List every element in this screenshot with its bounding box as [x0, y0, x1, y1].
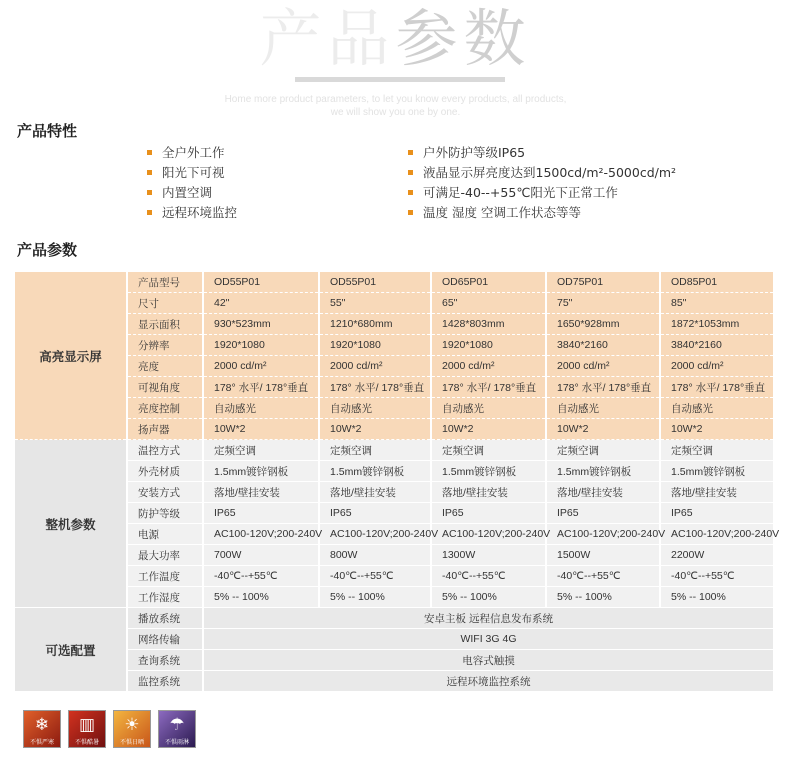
table-row — [15, 566, 774, 587]
row-label: 防护等级 — [127, 503, 203, 524]
bullet-icon — [408, 190, 413, 195]
table-cell: OD75P01 — [546, 272, 660, 293]
table-row — [15, 503, 774, 524]
table-cell: 定频空调 — [431, 440, 546, 461]
table-cell: IP65 — [319, 503, 431, 524]
table-cell: 1.5mm镀锌钢板 — [319, 461, 431, 482]
table-cell: 5% -- 100% — [319, 587, 431, 608]
table-cell: 178° 水平/ 178°垂直 — [319, 377, 431, 398]
row-label: 工作温度 — [127, 566, 203, 587]
table-cell: OD55P01 — [319, 272, 431, 293]
table-cell: AC100-120V;200-240V — [660, 524, 774, 545]
table-cell: 1300W — [431, 545, 546, 566]
rain-icon: ☂ 不惧雨淋 — [158, 710, 196, 748]
table-cell: 1872*1053mm — [660, 314, 774, 335]
hero-title-light: 产品 — [259, 2, 396, 75]
features-left-list — [147, 143, 237, 223]
hero-title-dark: 参数 — [395, 2, 532, 75]
table-cell: 落地/壁挂安装 — [203, 482, 319, 503]
table-row — [15, 629, 774, 650]
row-label: 监控系统 — [127, 671, 203, 692]
table-cell: 75" — [546, 293, 660, 314]
table-cell: 定频空调 — [660, 440, 774, 461]
table-cell: 1210*680mm — [319, 314, 431, 335]
table-row — [15, 608, 774, 629]
table-cell: IP65 — [431, 503, 546, 524]
table-cell: 3840*2160 — [546, 335, 660, 356]
table-cell: 安卓主板 远程信息发布系统 — [203, 608, 774, 629]
table-cell: 1428*803mm — [431, 314, 546, 335]
table-cell: 930*523mm — [203, 314, 319, 335]
table-cell: IP65 — [546, 503, 660, 524]
table-cell: 1920*1080 — [203, 335, 319, 356]
bullet-icon — [147, 190, 152, 195]
table-cell: 5% -- 100% — [203, 587, 319, 608]
table-cell: IP65 — [203, 503, 319, 524]
list-item: 可满足-40--+55℃阳光下正常工作 — [408, 183, 676, 203]
list-item: 内置空调 — [147, 183, 237, 203]
table-cell: 55" — [319, 293, 431, 314]
table-cell: 2200W — [660, 545, 774, 566]
table-cell: 65" — [431, 293, 546, 314]
table-cell: 1500W — [546, 545, 660, 566]
params-table — [15, 272, 780, 692]
table-cell: 1920*1080 — [431, 335, 546, 356]
group-label: 整机参数 — [15, 440, 127, 608]
bullet-icon — [147, 150, 152, 155]
page-hero-title — [0, 4, 791, 74]
table-cell: 800W — [319, 545, 431, 566]
table-cell: 10W*2 — [431, 419, 546, 440]
group-label: 高亮显示屏 — [15, 272, 127, 440]
table-cell: 落地/壁挂安装 — [319, 482, 431, 503]
table-cell: 自动感光 — [546, 398, 660, 419]
table-cell: 2000 cd/m² — [660, 356, 774, 377]
table-row — [15, 419, 774, 440]
hero-subtitle-line2: we will show you one by one. — [330, 107, 461, 118]
table-cell: 定频空调 — [203, 440, 319, 461]
table-row — [15, 314, 774, 335]
row-label: 显示面积 — [127, 314, 203, 335]
table-cell: 定频空调 — [319, 440, 431, 461]
table-cell: 10W*2 — [660, 419, 774, 440]
table-cell: 178° 水平/ 178°垂直 — [203, 377, 319, 398]
table-cell: 700W — [203, 545, 319, 566]
table-row — [15, 440, 774, 461]
bullet-icon — [408, 150, 413, 155]
row-label: 网络传输 — [127, 629, 203, 650]
snowflake-icon: ❄ 不惧严寒 — [23, 710, 61, 748]
table-row — [15, 356, 774, 377]
table-row — [15, 398, 774, 419]
features-right-list — [408, 143, 676, 223]
table-cell: AC100-120V;200-240V — [203, 524, 319, 545]
table-row — [15, 587, 774, 608]
table-cell: 落地/壁挂安装 — [546, 482, 660, 503]
row-label: 外壳材质 — [127, 461, 203, 482]
table-cell: AC100-120V;200-240V — [431, 524, 546, 545]
table-cell: 2000 cd/m² — [319, 356, 431, 377]
table-cell: -40℃--+55℃ — [660, 566, 774, 587]
table-cell: 42" — [203, 293, 319, 314]
list-item: 全户外工作 — [147, 143, 237, 163]
table-cell: 1.5mm镀锌钢板 — [546, 461, 660, 482]
table-cell: 电容式触摸 — [203, 650, 774, 671]
table-cell: 2000 cd/m² — [203, 356, 319, 377]
row-label: 亮度 — [127, 356, 203, 377]
bullet-icon — [408, 210, 413, 215]
table-cell: 自动感光 — [431, 398, 546, 419]
table-cell: 落地/壁挂安装 — [431, 482, 546, 503]
row-label: 工作湿度 — [127, 587, 203, 608]
table-row — [15, 335, 774, 356]
row-label: 最大功率 — [127, 545, 203, 566]
row-label: 温控方式 — [127, 440, 203, 461]
table-cell: 1.5mm镀锌钢板 — [203, 461, 319, 482]
table-cell: 5% -- 100% — [431, 587, 546, 608]
table-cell: -40℃--+55℃ — [546, 566, 660, 587]
row-label: 扬声器 — [127, 419, 203, 440]
params-title: 产品参数 — [17, 241, 78, 259]
bullet-icon — [147, 170, 152, 175]
table-row — [15, 524, 774, 545]
table-row — [15, 671, 774, 692]
table-cell: AC100-120V;200-240V — [319, 524, 431, 545]
table-cell: 1.5mm镀锌钢板 — [660, 461, 774, 482]
row-label: 尺寸 — [127, 293, 203, 314]
table-cell: 178° 水平/ 178°垂直 — [660, 377, 774, 398]
table-cell: 1920*1080 — [319, 335, 431, 356]
table-cell: OD85P01 — [660, 272, 774, 293]
row-label: 可视角度 — [127, 377, 203, 398]
heat-icon: ▥ 不惧酷暑 — [68, 710, 106, 748]
row-label: 安装方式 — [127, 482, 203, 503]
table-cell: OD65P01 — [431, 272, 546, 293]
row-label: 查询系统 — [127, 650, 203, 671]
table-row — [15, 272, 774, 293]
features-title: 产品特性 — [17, 122, 78, 140]
row-label: 亮度控制 — [127, 398, 203, 419]
table-cell: WIFI 3G 4G — [203, 629, 774, 650]
table-row — [15, 650, 774, 671]
table-cell: 10W*2 — [203, 419, 319, 440]
hero-underline — [295, 77, 505, 82]
list-item: 户外防护等级IP65 — [408, 143, 676, 163]
table-cell: -40℃--+55℃ — [203, 566, 319, 587]
hero-subtitle — [0, 93, 791, 119]
row-label: 电源 — [127, 524, 203, 545]
list-item: 远程环境监控 — [147, 203, 237, 223]
group-label: 可选配置 — [15, 608, 127, 692]
table-cell: 2000 cd/m² — [546, 356, 660, 377]
table-cell: OD55P01 — [203, 272, 319, 293]
table-cell: 远程环境监控系统 — [203, 671, 774, 692]
table-cell: 定频空调 — [546, 440, 660, 461]
row-label: 播放系统 — [127, 608, 203, 629]
table-cell: 自动感光 — [660, 398, 774, 419]
bullet-icon — [147, 210, 152, 215]
table-cell: 178° 水平/ 178°垂直 — [431, 377, 546, 398]
table-cell: 自动感光 — [319, 398, 431, 419]
table-cell: 10W*2 — [546, 419, 660, 440]
table-cell: 5% -- 100% — [660, 587, 774, 608]
table-row — [15, 461, 774, 482]
table-row — [15, 545, 774, 566]
table-cell: -40℃--+55℃ — [431, 566, 546, 587]
table-cell: 1.5mm镀锌钢板 — [431, 461, 546, 482]
table-row — [15, 377, 774, 398]
table-cell: 85" — [660, 293, 774, 314]
list-item: 阳光下可视 — [147, 163, 237, 183]
table-cell: 10W*2 — [319, 419, 431, 440]
table-cell: 3840*2160 — [660, 335, 774, 356]
row-label: 产品型号 — [127, 272, 203, 293]
table-cell: 落地/壁挂安装 — [660, 482, 774, 503]
row-label: 分辨率 — [127, 335, 203, 356]
table-cell: IP65 — [660, 503, 774, 524]
table-row — [15, 293, 774, 314]
table-cell: 自动感光 — [203, 398, 319, 419]
bullet-icon — [408, 170, 413, 175]
list-item: 温度 湿度 空调工作状态等等 — [408, 203, 676, 223]
table-cell: -40℃--+55℃ — [319, 566, 431, 587]
hero-subtitle-line1: Home more product parameters, to let you know every products, all products, — [224, 94, 567, 105]
table-row — [15, 482, 774, 503]
list-item: 液晶显示屏亮度达到1500cd/m²-5000cd/m² — [408, 163, 676, 183]
table-cell: 1650*928mm — [546, 314, 660, 335]
table-cell: 5% -- 100% — [546, 587, 660, 608]
table-cell: AC100-120V;200-240V — [546, 524, 660, 545]
table-cell: 178° 水平/ 178°垂直 — [546, 377, 660, 398]
sun-icon: ☀ 不惧日晒 — [113, 710, 151, 748]
table-cell: 2000 cd/m² — [431, 356, 546, 377]
